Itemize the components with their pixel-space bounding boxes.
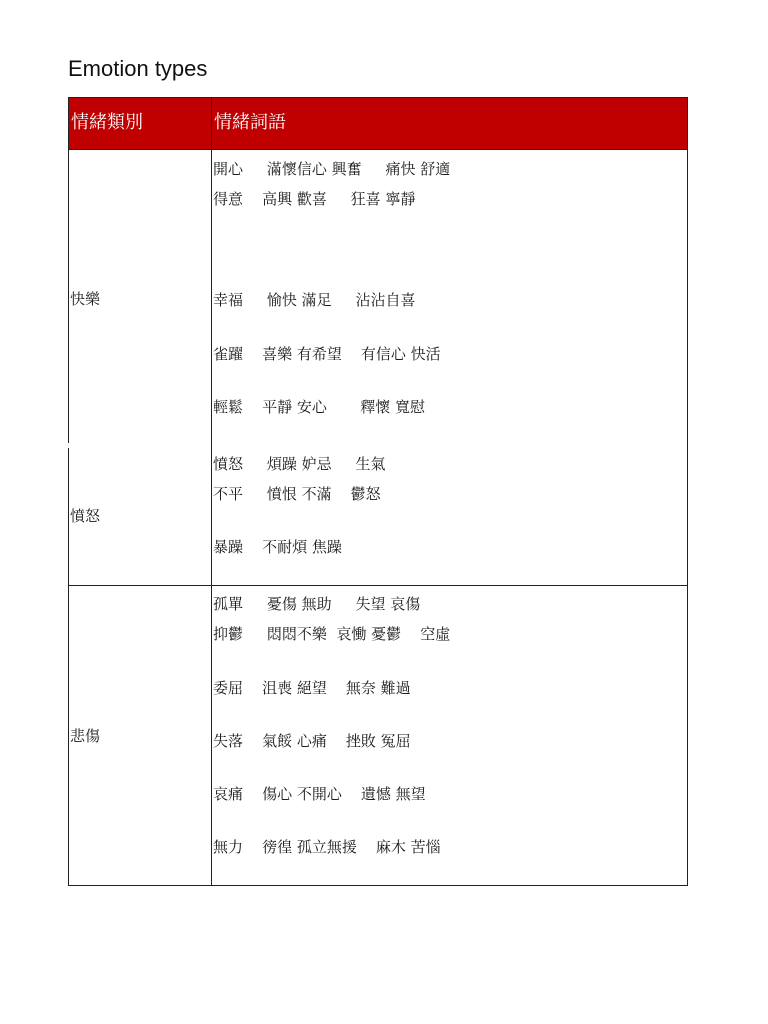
happy-words-line: 得意 高興 歡喜 狂喜 寧靜 [213, 190, 416, 208]
table-column-divider [211, 150, 212, 886]
category-angry: 憤怒 [70, 507, 101, 525]
sad-words-line: 失落 氣餒 心痛 挫敗 冤屈 [213, 732, 411, 750]
sad-words-line: 委屈 沮喪 絕望 無奈 難過 [213, 679, 411, 697]
angry-words-line: 憤怒 煩躁 妒忌 生氣 [213, 455, 386, 473]
sad-words-line: 無力 徬徨 孤立無援 麻木 苦惱 [213, 838, 441, 856]
happy-words-line: 幸福 愉快 滿足 沾沾自喜 [213, 291, 416, 309]
happy-words-line: 雀躍 喜樂 有希望 有信心 快活 [213, 345, 441, 363]
table-header-row [68, 97, 688, 150]
sad-words-line: 哀痛 傷心 不開心 遺憾 無望 [213, 785, 426, 803]
table-border-right [687, 150, 688, 886]
header-divider [211, 98, 212, 149]
category-sad: 悲傷 [70, 727, 101, 745]
document-title: Emotion types [68, 56, 208, 81]
angry-words-line: 不平 憤恨 不滿 鬱怒 [213, 485, 381, 503]
sad-words-line: 抑鬱 悶悶不樂 哀慟 憂鬱 空虛 [213, 625, 451, 643]
header-words: 情緒詞語 [214, 112, 286, 133]
table-border-left-bottom [68, 448, 69, 886]
header-category: 情緒類別 [71, 112, 143, 133]
happy-words-line: 輕鬆 平靜 安心 釋懷 寬慰 [213, 398, 425, 416]
angry-words-line: 暴躁 不耐煩 焦躁 [213, 538, 342, 556]
table-border-left-top [68, 150, 69, 443]
happy-words-line: 開心 滿懷信心 興奮 痛快 舒適 [213, 160, 451, 178]
table-row-divider [68, 585, 688, 586]
sad-words-line: 孤單 憂傷 無助 失望 哀傷 [213, 595, 421, 613]
category-happy: 快樂 [70, 290, 101, 308]
table-border-bottom [68, 885, 688, 886]
